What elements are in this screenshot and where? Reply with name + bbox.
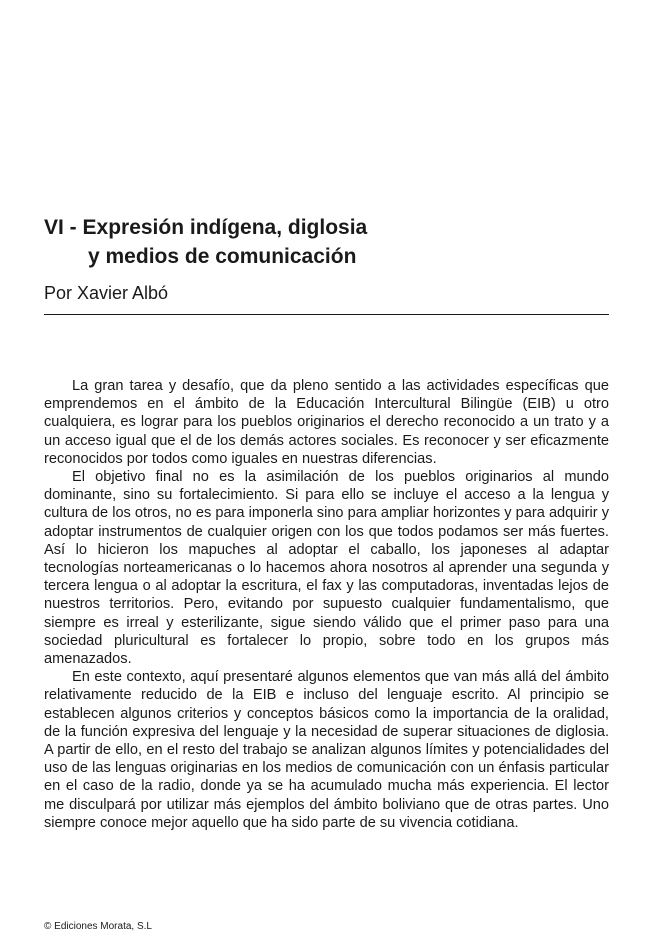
body-paragraph-1: La gran tarea y desafío, que da pleno sentido a las actividades específicas que emprendemos en el ámbito de la Educación Intercultural Bilingüe (EIB) u otro cualquiera, es lograr para los pueblos originarios el derecho reconocido a un trato y a un acceso igual que el de los demás actores sociales. Es reconocer y ser eficazmente reconocidos por todos como iguales en nuestras diferencias. [44,378,609,467]
title-divider [44,314,609,315]
chapter-body [44,377,609,832]
chapter-title-line-1: VI - Expresión indígena, diglosia [44,216,368,239]
body-paragraph-2: El objetivo final no es la asimilación de los pueblos originarios al mundo dominante, sino su fortalecimiento. Si para ello se incluye el acceso a la lengua y cultura de los otros, no es para imponerla sino para ampliar horizontes y para adquirir y adoptar instrumentos de cualquier origen con los que todos podamos ser más fuertes. Así lo hicieron los mapuches al adoptar el caballo, los japoneses al adaptar tecnologías norteamericanas o lo hacemos ahora nosotros al aprender una segunda y tercera lengua o al adoptar la escritura, el fax y las computadoras, inventadas lejos de nuestros territorios. Pero, evitando por supuesto cualquier fundamentalismo, que siempre es irreal y esterilizante, sigue siendo válido que el primer paso para una sociedad pluricultural es fortalecer lo propio, sobre todo en los grupos más amenazados. [44,469,609,668]
chapter-author: Por Xavier Albó [44,283,169,303]
body-paragraph-3: En este contexto, aquí presentaré algunos elementos que van más allá del ámbito relativamente reducido de la EIB e incluso del lenguaje escrito. Al principio se establecen algunos criterios y conceptos básicos como la importancia de la oralidad, de la función expresiva del lenguaje y la necesidad de superar situaciones de diglosia. A partir de ello, en el resto del trabajo se analizan algunos límites y potencialidades del uso de las lenguas originarias en los medios de comunicación con un énfasis particular en el caso de la radio, donde ya se ha acumulado mucha más experiencia. El lector me disculpará por utilizar más ejemplos del ámbito boliviano que de otras partes. Uno siempre conoce mejor aquello que ha sido parte de su vivencia cotidiana. [44,669,609,831]
chapter-title-line-2: y medios de comunicación [88,245,357,268]
copyright-footer: © Ediciones Morata, S.L [44,921,152,932]
chapter-title [44,213,584,271]
